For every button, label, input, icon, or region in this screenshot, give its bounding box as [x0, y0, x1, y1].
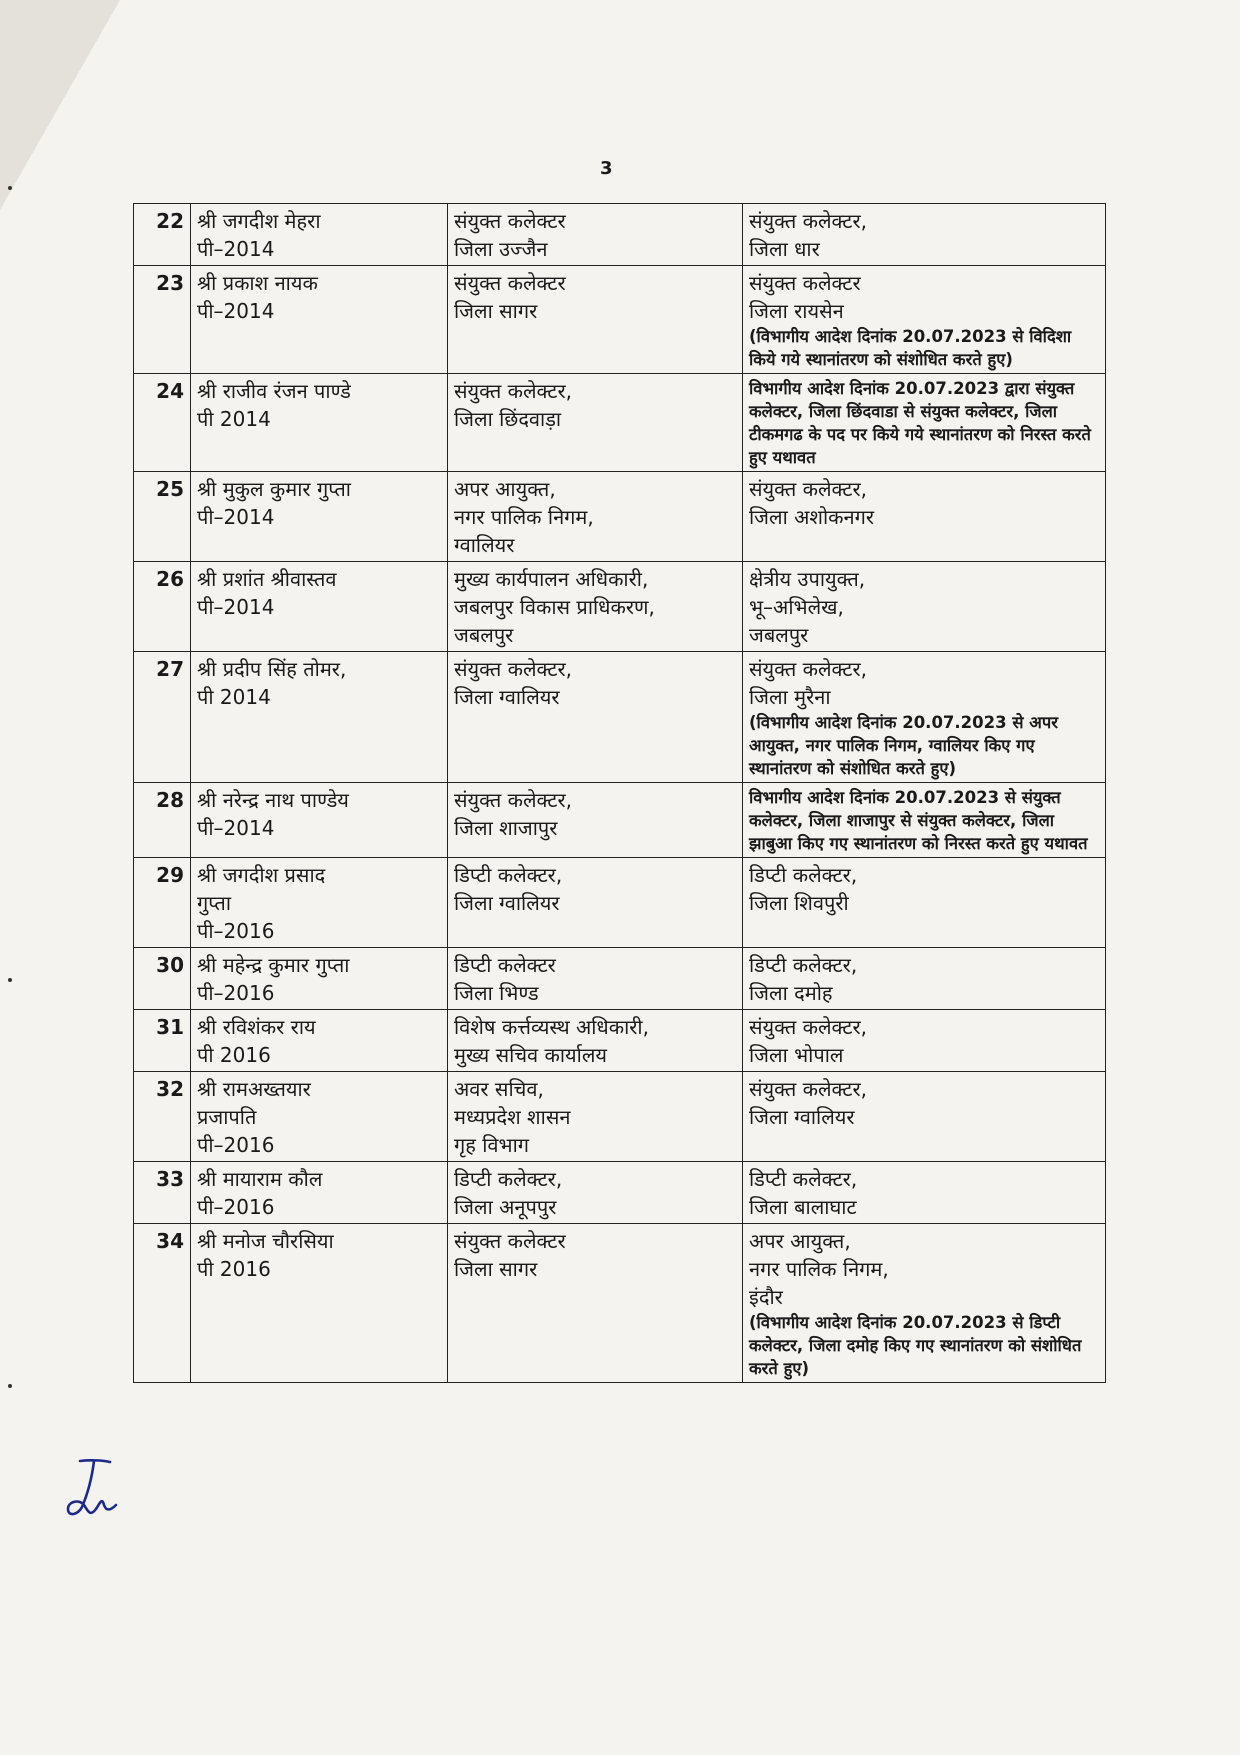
serial-number-cell: 23: [134, 266, 191, 374]
table-row: [134, 1224, 1106, 1383]
current-posting-line: गृह विभाग: [454, 1133, 530, 1157]
officer-name-line: पी–2014: [197, 299, 275, 323]
officer-name-line: पी 2014: [197, 407, 271, 431]
current-posting-line: डिप्टी कलेक्टर: [454, 953, 556, 977]
new-posting-line: जिला अशोकनगर: [749, 505, 875, 529]
new-posting-cell: [743, 562, 1106, 652]
page-number: 3: [600, 158, 613, 179]
officer-name-line: पी 2016: [197, 1257, 271, 1281]
transfer-order-table: [133, 203, 1106, 1383]
table-row: [134, 204, 1106, 266]
officer-name-cell: [191, 562, 448, 652]
new-posting-line: क्षेत्रीय उपायुक्त,: [749, 567, 866, 591]
table-row: [134, 562, 1106, 652]
officer-name-line: श्री राजीव रंजन पाण्डे: [197, 379, 351, 403]
new-posting-line: जिला मुरैना: [749, 685, 831, 709]
table-row: [134, 472, 1106, 562]
new-posting-line: इंदौर: [749, 1285, 783, 1309]
current-posting-cell: [448, 948, 743, 1010]
serial-number-cell: 25: [134, 472, 191, 562]
serial-number-cell: 34: [134, 1224, 191, 1383]
current-posting-cell: [448, 652, 743, 783]
new-posting-line: डिप्टी कलेक्टर,: [749, 1167, 858, 1191]
current-posting-line: जिला सागर: [454, 299, 538, 323]
current-posting-cell: [448, 1224, 743, 1383]
serial-number-cell: 22: [134, 204, 191, 266]
officer-name-cell: [191, 374, 448, 472]
officer-name-line: पी–2016: [197, 1133, 275, 1157]
table-row: [134, 1162, 1106, 1224]
serial-number-cell: 31: [134, 1010, 191, 1072]
new-posting-cell: [743, 858, 1106, 948]
current-posting-line: ग्वालियर: [454, 533, 515, 557]
officer-name-cell: [191, 266, 448, 374]
new-posting-cell: [743, 948, 1106, 1010]
officer-name-line: पी–2016: [197, 1195, 275, 1219]
order-remark: (विभागीय आदेश दिनांक 20.07.2023 से डिप्टी कलेक्टर, जिला दमोह किए गए स्थानांतरण को संशोधित करते हुए): [749, 1313, 1082, 1378]
new-posting-line: संयुक्त कलेक्टर,: [749, 477, 868, 501]
serial-number-cell: 30: [134, 948, 191, 1010]
current-posting-line: डिप्टी कलेक्टर,: [454, 1167, 563, 1191]
serial-number-cell: 28: [134, 783, 191, 858]
new-posting-line: संयुक्त कलेक्टर,: [749, 1077, 868, 1101]
current-posting-line: जिला सागर: [454, 1257, 538, 1281]
current-posting-line: संयुक्त कलेक्टर: [454, 271, 566, 295]
order-remark: विभागीय आदेश दिनांक 20.07.2023 से संयुक्त कलेक्टर, जिला शाजापुर से संयुक्त कलेक्टर, जिला झाबुआ किए गए स्थानांतरण को निरस्त करते हुए यथावत: [749, 788, 1088, 853]
table-row: [134, 858, 1106, 948]
officer-name-line: पी–2014: [197, 595, 275, 619]
new-posting-line: जिला दमोह: [749, 981, 833, 1005]
table-row: [134, 652, 1106, 783]
serial-number-cell: 32: [134, 1072, 191, 1162]
order-remark: (विभागीय आदेश दिनांक 20.07.2023 से अपर आयुक्त, नगर पालिक निगम, ग्वालियर किए गए स्थानांतरण को संशोधित करते हुए): [749, 713, 1058, 778]
new-posting-cell: [743, 204, 1106, 266]
officer-name-line: श्री प्रदीप सिंह तोमर,: [197, 657, 347, 681]
officer-name-cell: [191, 472, 448, 562]
officer-name-line: पी 2016: [197, 1043, 271, 1067]
new-posting-cell: [743, 1224, 1106, 1383]
table-row: [134, 948, 1106, 1010]
current-posting-line: जबलपुर विकास प्राधिकरण,: [454, 595, 655, 619]
serial-number-cell: 26: [134, 562, 191, 652]
current-posting-line: संयुक्त कलेक्टर,: [454, 657, 573, 681]
officer-name-cell: [191, 858, 448, 948]
new-posting-cell: [743, 374, 1106, 472]
officer-name-line: श्री रामअख्तयार: [197, 1077, 311, 1101]
new-posting-line: जिला धार: [749, 237, 820, 261]
page-fold-corner: [0, 0, 120, 210]
current-posting-line: जिला ग्वालियर: [454, 685, 560, 709]
officer-name-line: श्री प्रकाश नायक: [197, 271, 318, 295]
officer-name-line: श्री मनोज चौरसिया: [197, 1229, 334, 1253]
new-posting-line: अपर आयुक्त,: [749, 1229, 851, 1253]
current-posting-line: अवर सचिव,: [454, 1077, 544, 1101]
officer-name-cell: [191, 1010, 448, 1072]
current-posting-line: जिला शाजापुर: [454, 816, 558, 840]
table-row: [134, 1010, 1106, 1072]
officer-name-line: प्रजापति: [197, 1105, 257, 1129]
current-posting-cell: [448, 1072, 743, 1162]
officer-name-line: पी–2014: [197, 237, 275, 261]
officer-name-cell: [191, 783, 448, 858]
new-posting-cell: [743, 266, 1106, 374]
officer-name-line: श्री जगदीश प्रसाद: [197, 863, 326, 887]
table-row: [134, 783, 1106, 858]
new-posting-cell: [743, 1072, 1106, 1162]
current-posting-line: संयुक्त कलेक्टर: [454, 209, 566, 233]
new-posting-line: भू–अभिलेख,: [749, 595, 844, 619]
current-posting-line: संयुक्त कलेक्टर: [454, 1229, 566, 1253]
current-posting-line: संयुक्त कलेक्टर,: [454, 788, 573, 812]
current-posting-cell: [448, 1010, 743, 1072]
edge-speck: [8, 186, 12, 190]
new-posting-line: जिला भोपाल: [749, 1043, 844, 1067]
current-posting-line: जिला भिण्ड: [454, 981, 539, 1005]
current-posting-cell: [448, 858, 743, 948]
order-remark: (विभागीय आदेश दिनांक 20.07.2023 से विदिशा किये गये स्थानांतरण को संशोधित करते हुए): [749, 327, 1072, 369]
officer-name-cell: [191, 1072, 448, 1162]
current-posting-line: जिला ग्वालियर: [454, 891, 560, 915]
officer-name-line: श्री जगदीश मेहरा: [197, 209, 321, 233]
edge-speck: [8, 1384, 12, 1388]
officer-name-cell: [191, 1224, 448, 1383]
officer-name-line: श्री प्रशांत श्रीवास्तव: [197, 567, 337, 591]
current-posting-cell: [448, 266, 743, 374]
serial-number-cell: 24: [134, 374, 191, 472]
officer-name-line: पी–2014: [197, 816, 275, 840]
edge-speck: [8, 978, 12, 982]
new-posting-line: संयुक्त कलेक्टर,: [749, 209, 868, 233]
current-posting-line: संयुक्त कलेक्टर,: [454, 379, 573, 403]
current-posting-cell: [448, 472, 743, 562]
officer-name-line: पी–2016: [197, 981, 275, 1005]
officer-name-line: पी–2014: [197, 505, 275, 529]
new-posting-line: डिप्टी कलेक्टर,: [749, 953, 858, 977]
serial-number-cell: 33: [134, 1162, 191, 1224]
table-row: [134, 1072, 1106, 1162]
current-posting-cell: [448, 374, 743, 472]
new-posting-cell: [743, 652, 1106, 783]
current-posting-line: मुख्य सचिव कार्यालय: [454, 1043, 607, 1067]
new-posting-line: संयुक्त कलेक्टर,: [749, 657, 868, 681]
officer-name-line: पी 2014: [197, 685, 271, 709]
officer-name-cell: [191, 652, 448, 783]
serial-number-cell: 27: [134, 652, 191, 783]
new-posting-cell: [743, 1010, 1106, 1072]
officer-name-line: श्री मुकुल कुमार गुप्ता: [197, 477, 351, 501]
current-posting-line: जिला अनूपपुर: [454, 1195, 557, 1219]
current-posting-cell: [448, 562, 743, 652]
current-posting-line: जिला छिंदवाड़ा: [454, 407, 562, 431]
signature-initials: [58, 1455, 128, 1525]
officer-name-cell: [191, 1162, 448, 1224]
current-posting-line: मध्यप्रदेश शासन: [454, 1105, 571, 1129]
officer-name-line: गुप्ता: [197, 891, 231, 915]
order-remark: विभागीय आदेश दिनांक 20.07.2023 द्वारा संयुक्त कलेक्टर, जिला छिंदवाडा से संयुक्त कलेक्टर, जिला टीकमगढ के पद पर किये गये स्थानांतरण को निरस्त करते हुए यथावत: [749, 379, 1091, 467]
new-posting-cell: [743, 1162, 1106, 1224]
current-posting-cell: [448, 1162, 743, 1224]
current-posting-line: जबलपुर: [454, 623, 514, 647]
current-posting-cell: [448, 783, 743, 858]
table-row: [134, 374, 1106, 472]
new-posting-cell: [743, 783, 1106, 858]
table-row: [134, 266, 1106, 374]
new-posting-line: जबलपुर: [749, 623, 809, 647]
new-posting-line: संयुक्त कलेक्टर: [749, 271, 861, 295]
new-posting-line: जिला बालाघाट: [749, 1195, 857, 1219]
officer-name-line: श्री नरेन्द्र नाथ पाण्डेय: [197, 788, 349, 812]
serial-number-cell: 29: [134, 858, 191, 948]
new-posting-line: जिला ग्वालियर: [749, 1105, 855, 1129]
current-posting-cell: [448, 204, 743, 266]
new-posting-line: डिप्टी कलेक्टर,: [749, 863, 858, 887]
current-posting-line: जिला उज्जैन: [454, 237, 548, 261]
new-posting-line: जिला रायसेन: [749, 299, 844, 323]
officer-name-line: पी–2016: [197, 919, 275, 943]
new-posting-line: नगर पालिक निगम,: [749, 1257, 889, 1281]
officer-name-cell: [191, 948, 448, 1010]
current-posting-line: मुख्य कार्यपालन अधिकारी,: [454, 567, 649, 591]
current-posting-line: नगर पालिक निगम,: [454, 505, 594, 529]
officer-name-line: श्री रविशंकर राय: [197, 1015, 316, 1039]
new-posting-line: जिला शिवपुरी: [749, 891, 849, 915]
new-posting-line: संयुक्त कलेक्टर,: [749, 1015, 868, 1039]
officer-name-cell: [191, 204, 448, 266]
current-posting-line: अपर आयुक्त,: [454, 477, 556, 501]
current-posting-line: विशेष कर्त्तव्यस्थ अधिकारी,: [454, 1015, 649, 1039]
new-posting-cell: [743, 472, 1106, 562]
table-body: [134, 204, 1106, 1383]
officer-name-line: श्री मायाराम कौल: [197, 1167, 323, 1191]
officer-name-line: श्री महेन्द्र कुमार गुप्ता: [197, 953, 350, 977]
current-posting-line: डिप्टी कलेक्टर,: [454, 863, 563, 887]
